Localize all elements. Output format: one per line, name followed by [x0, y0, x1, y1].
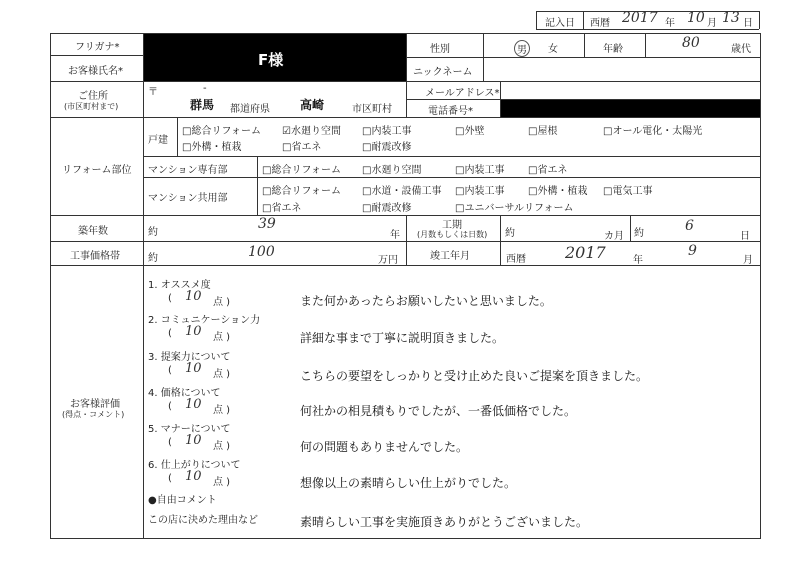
evaluation-sub: (得点・コメント) [62, 410, 125, 419]
evaluation-item-open: ( [168, 473, 172, 484]
email-label: メールアドレス* [425, 88, 500, 99]
evaluation-item-open: ( [168, 293, 172, 304]
age-unit: 歳代 [731, 44, 751, 55]
detached-label: 戸建 [148, 135, 168, 146]
address-label: ご住所 [78, 91, 108, 102]
prefecture-unit: 都道府県 [230, 104, 270, 115]
detached-opt-1[interactable]: □総合リフォーム [182, 126, 261, 137]
completion-year: 2017 [565, 243, 606, 262]
evaluation-item-unit: 点 ) [213, 405, 231, 416]
building-age-label: 築年数 [78, 226, 108, 237]
evaluation-item-comment: 詳細な事まで丁寧に説明頂きました。 [300, 331, 505, 345]
evaluation-item-title: 6. 仕上がりについて [148, 460, 241, 471]
evaluation-item-title: 1. オススメ度 [148, 280, 211, 291]
evaluation-item-score: 10 [185, 324, 202, 339]
entry-year: 2017 [622, 10, 658, 26]
postal-mark: 〒 [148, 87, 158, 98]
evaluation-item-title: 5. マナーについて [148, 424, 231, 435]
evaluation-item-comment: 何社かの相見積もりでしたが、一番低価格でした。 [300, 404, 577, 418]
detached-opt-9[interactable]: □耐震改修 [362, 142, 412, 153]
free-comment-label: ●自由コメント [148, 495, 217, 506]
free-comment-sub: この店に決めた理由など [148, 515, 258, 526]
evaluation-item-unit: 点 ) [213, 332, 231, 343]
mansion-common-opt-1[interactable]: □総合リフォーム [262, 186, 341, 197]
detached-opt-2[interactable]: ☑水廻り空間 [282, 126, 341, 137]
customer-name-value: F様 [258, 51, 284, 69]
period-label: 工期 [442, 220, 462, 231]
evaluation-item-score: 10 [185, 433, 202, 448]
mansion-private-opt-2[interactable]: □水廻り空間 [362, 165, 422, 176]
evaluation-item-comment: 想像以上の素晴らしい仕上がりでした。 [300, 476, 517, 490]
evaluation-item-comment: 何の問題もありませんでした。 [300, 440, 469, 454]
evaluation-item-title: 2. コミュニケーション力 [148, 315, 261, 326]
completion-year-unit: 年 [633, 255, 643, 266]
period-day-unit: 日 [740, 231, 750, 242]
entry-era: 西暦 [590, 18, 610, 29]
mansion-private-opt-3[interactable]: □内装工事 [455, 165, 505, 176]
period-prefix: 約 [505, 228, 515, 239]
price-label: 工事価格帯 [70, 251, 120, 262]
entry-day: 13 [722, 10, 740, 26]
evaluation-item-title: 4. 価格について [148, 388, 221, 399]
evaluation-item-unit: 点 ) [213, 297, 231, 308]
free-comment-text: 素晴らしい工事を実施頂きありがとうございました。 [300, 515, 589, 529]
age-value: 80 [682, 35, 700, 51]
period-days: 6 [685, 218, 694, 234]
detached-opt-3[interactable]: □内装工事 [362, 126, 412, 137]
detached-opt-5[interactable]: □屋根 [528, 126, 558, 137]
postal-dash: - [203, 83, 207, 94]
detached-opt-7[interactable]: □外構・植栽 [182, 142, 242, 153]
completion-month-unit: 月 [743, 255, 753, 266]
gender-male-circled: 男 [514, 40, 530, 57]
period-sub: (月数もしくは日数) [417, 230, 488, 239]
detached-opt-4[interactable]: □外壁 [455, 126, 485, 137]
price-prefix: 約 [148, 253, 158, 264]
entry-month: 10 [687, 10, 705, 26]
evaluation-item-unit: 点 ) [213, 369, 231, 380]
entry-day-unit: 日 [743, 18, 753, 29]
mansion-private-label: マンション専有部 [148, 165, 228, 176]
city-value: 高崎 [300, 98, 325, 112]
gender-label: 性別 [430, 44, 450, 55]
evaluation-label: お客様評価 [70, 399, 120, 410]
phone-label: 電話番号* [428, 106, 473, 117]
gender-female: 女 [548, 44, 558, 55]
evaluation-item-unit: 点 ) [213, 477, 231, 488]
mansion-common-opt-4[interactable]: □外構・植栽 [528, 186, 588, 197]
mansion-common-opt-5[interactable]: □電気工事 [603, 186, 653, 197]
age-label: 年齢 [603, 44, 623, 55]
mansion-common-opt-6[interactable]: □省エネ [262, 203, 302, 214]
completion-label: 竣工年月 [430, 251, 470, 262]
mansion-private-opt-1[interactable]: □総合リフォーム [262, 165, 341, 176]
detached-opt-6[interactable]: □オール電化・太陽光 [603, 126, 703, 137]
prefecture-value: 群馬 [190, 98, 215, 112]
evaluation-item-open: ( [168, 328, 172, 339]
price-unit: 万円 [378, 255, 398, 266]
entry-date-label: 記入日 [545, 18, 575, 29]
completion-era: 西暦 [506, 254, 526, 265]
evaluation-item-title: 3. 提案力について [148, 352, 231, 363]
address-sub: (市区町村まで) [64, 102, 119, 111]
furigana-label: フリガナ* [75, 42, 120, 53]
evaluation-item-comment: こちらの要望をしっかりと受け止めた良いご提案を頂きました。 [300, 369, 649, 383]
customer-name-label: お客様氏名* [68, 66, 123, 77]
mansion-common-label: マンション共用部 [148, 193, 228, 204]
detached-opt-8[interactable]: □省エネ [282, 142, 322, 153]
entry-year-unit: 年 [665, 18, 675, 29]
mansion-common-opt-8[interactable]: □ユニバーサルリフォーム [455, 203, 574, 214]
period-prefix2: 約 [634, 228, 644, 239]
nickname-label: ニックネーム [413, 67, 473, 78]
completion-month: 9 [688, 243, 697, 259]
evaluation-item-comment: また何かあったらお願いしたいと思いました。 [300, 294, 552, 308]
mansion-private-opt-4[interactable]: □省エネ [528, 165, 568, 176]
building-age-prefix: 約 [148, 227, 158, 238]
reform-label: リフォーム部位 [62, 165, 132, 176]
period-month-unit: カ月 [604, 231, 624, 242]
evaluation-item-score: 10 [185, 397, 202, 412]
evaluation-item-score: 10 [185, 469, 202, 484]
evaluation-item-unit: 点 ) [213, 441, 231, 452]
price-value: 100 [248, 244, 275, 260]
mansion-common-opt-7[interactable]: □耐震改修 [362, 203, 412, 214]
evaluation-item-score: 10 [185, 289, 202, 304]
city-unit: 市区町村 [352, 104, 392, 115]
entry-month-unit: 月 [707, 18, 717, 29]
mansion-common-opt-3[interactable]: □内装工事 [455, 186, 505, 197]
evaluation-item-open: ( [168, 365, 172, 376]
evaluation-item-open: ( [168, 401, 172, 412]
mansion-common-opt-2[interactable]: □水道・設備工事 [362, 186, 442, 197]
building-age-unit: 年 [390, 230, 400, 241]
evaluation-item-score: 10 [185, 361, 202, 376]
building-age-value: 39 [258, 216, 276, 232]
evaluation-item-open: ( [168, 437, 172, 448]
